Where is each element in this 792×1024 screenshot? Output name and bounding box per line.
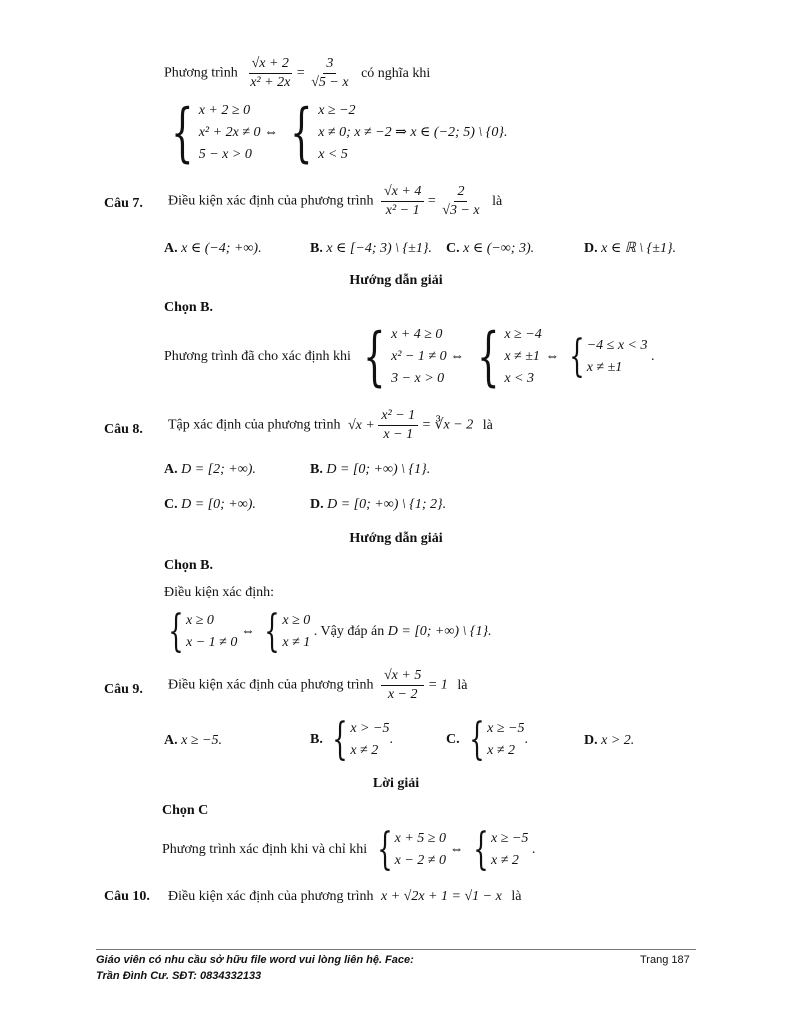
question-8-option-c: C. D = [0; +∞).: [164, 497, 256, 512]
question-8-stem: Tập xác định của phương trình √x + $\frac{\text{x² − 1}}{x - 1}$ = ∛x − 2 là: [168, 408, 493, 442]
intro-system-2: { x ≥ −2 x ≠ 0; x ≠ −2 x < 5: [290, 96, 392, 170]
intro-condition-system: { x + 2 ≥ 0 x² + 2x ≠ 0 5 − x > 0 ⇔ { x ≥ −2 x ≠ 0; x ≠ −2 x < 5 ⇒ x ∈ (−2; 5) \ {0}.: [162, 100, 507, 166]
question-9-solution-system: Phương trình xác định khi và chỉ khi { x + 5 ≥ 0 x − 2 ≠ 0 ⇔ { x ≥ −5 x ≠ 2 .: [162, 824, 536, 875]
question-8-option-b: B. D = [0; +∞) \ {1}.: [310, 462, 431, 477]
intro-system-1: { x + 2 ≥ 0 x² + 2x ≠ 0 5 − x > 0: [171, 96, 261, 170]
question-9-solution-heading: Lời giải: [372, 776, 420, 791]
footer-divider: [96, 949, 696, 950]
question-7-choice: Chọn B.: [164, 300, 214, 315]
question-10-label: Câu 10.: [104, 889, 150, 904]
question-9-option-a: A. x ≥ −5.: [164, 733, 222, 748]
question-8-solution-heading: Hướng dẫn giải: [349, 531, 443, 546]
question-8-option-d: D. D = [0; +∞) \ {1; 2}.: [310, 497, 447, 512]
question-7-option-c: C. x ∈ (−∞; 3).: [446, 241, 535, 256]
intro-equation-line: Phương trình $\frac{√x + 2}{\text{x² + 2x}}$ = $\frac{3}{√5 - x}$ có nghĩa khi: [164, 56, 431, 90]
question-7-stem: Điều kiện xác định của phương trình $\frac{√x + 4}{\text{x² − 1}}$ = $\frac{2}{√3 - x}$ là: [168, 184, 503, 218]
question-7-solution-system: Phương trình đã cho xác định khi { x + 4 ≥ 0 x² − 1 ≠ 0 3 − x > 0 ⇔ { x ≥ −4 x ≠ ±1 x < 3 ⇔ { −4 ≤ x < 3 x ≠ ±1 .: [164, 320, 655, 394]
question-8-solution-system: { x ≥ 0 x − 1 ≠ 0 ⇔ { x ≥ 0 x ≠ 1 . Vậy đáp án D = [0; +∞) \ {1}.: [168, 606, 492, 657]
question-7-option-a: A. x ∈ (−4; +∞).: [164, 241, 262, 256]
question-9-option-b: B. { x > −5 x ≠ 2 .: [310, 714, 393, 765]
question-7-solution-heading: Hướng dẫn giải: [349, 273, 443, 288]
footer-contact-line-1: Giáo viên có nhu cầu sở hữu file word vui lòng liên hệ. Face:: [96, 954, 414, 966]
question-9-option-d: D. x > 2.: [584, 733, 635, 748]
page-number: Trang 187: [640, 954, 690, 966]
question-8-condition-label: Điều kiện xác định:: [164, 585, 275, 600]
question-7-label: Câu 7.: [104, 196, 143, 211]
question-8-label: Câu 8.: [104, 422, 143, 437]
question-9-choice: Chọn C: [162, 803, 209, 818]
question-8-option-a: A. D = [2; +∞).: [164, 462, 256, 477]
footer-contact-line-2: Trần Đình Cư. SĐT: 0834332133: [96, 970, 262, 982]
question-8-answer: D = [0; +∞) \ {1}.: [387, 624, 492, 640]
question-10-stem: Điều kiện xác định của phương trình x + √2x + 1 = √1 − x là: [168, 889, 522, 904]
intro-fraction-left: $\frac{√x + 2}{\text{x² + 2x}}$: [250, 56, 291, 90]
intro-fraction-right: $\frac{3}{√5 - x}$: [311, 56, 349, 90]
question-7-option-d: D. x ∈ ℝ \ {±1}.: [584, 241, 677, 256]
intro-lead-text: Phương trình: [164, 65, 238, 81]
question-9-label: Câu 9.: [104, 682, 143, 697]
question-9-stem: Điều kiện xác định của phương trình $\frac{√x + 5}{x - 2}$ = 1 là: [168, 668, 468, 702]
question-8-choice: Chọn B.: [164, 558, 214, 573]
question-7-option-b: B. x ∈ [−4; 3) \ {±1}.: [310, 241, 432, 256]
question-9-option-c: C. { x ≥ −5 x ≠ 2 .: [446, 714, 528, 765]
intro-result: ⇒ x ∈ (−2; 5) \ {0}.: [395, 125, 508, 141]
